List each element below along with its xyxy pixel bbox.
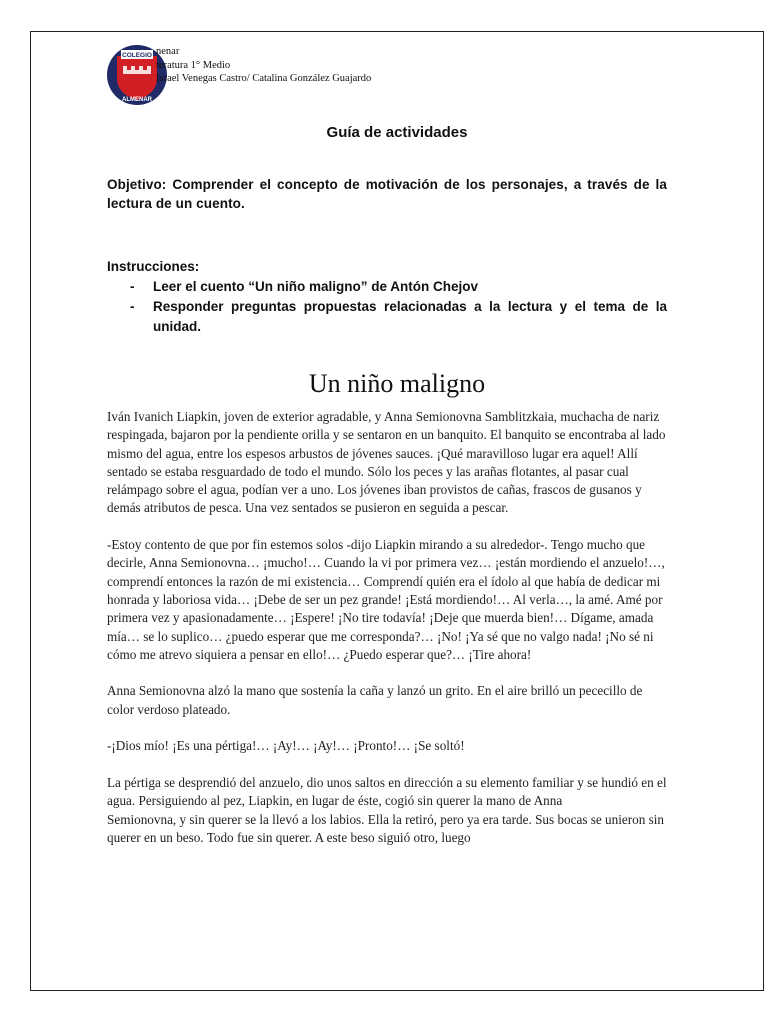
header-line: nenar [156,46,180,57]
story-paragraph: -Estoy contento de que por fin estemos solos -dijo Liapkin mirando a su alrededor-. Tengo mucho que decirle, Anna Semionovna… ¡mucho!… Cuando la vi por primera vez… ¡están mordiendo el anzuelo!…, comprendí entonces la razón de mi existencia… Comprendí quién era el ídolo al que había de dedicar mi honrada y laboriosa vida… ¡Debe de ser un pez grande! ¡Está mordiendo!… Al verla…, la amé. Amé por primera vez y apasionadamente… ¡Espere! ¡No tire todavía! ¡Deje que muerda bien!… Dígame, amada mía… se lo suplico… ¿puedo esperar que me corresponda?… ¡No! ¡Ya sé que no valgo nada! ¡No sé ni cómo me atrevo siquiera a pensar en ello!… ¿Puedo esperar que?… ¡Tire ahora! [107,537,665,662]
header-line: Israel Venegas Castro/ Catalina González Guajardo [156,73,372,84]
header-line: teratura 1° Medio [156,59,231,71]
list-dash: - [130,299,135,314]
story-title: Un niño maligno [308,369,486,398]
instruction-text: Leer el cuento “Un niño maligno” de Antón Chejov [153,279,479,294]
logo-bottom-text: ALMENAR [122,97,152,103]
story-paragraph: La pértiga se desprendió del anzuelo, dio unos saltos en dirección a su elemento familiar y se hundió en el agua. Persiguiendo al pez, Liapkin, en lugar de éste, cogió sin querer la mano de Anna Semionovna, y sin querer se la llevó a los labios. Ella la retiró, pero ya era tarde. Sus bocas se unieron sin querer en un beso. Todo fue sin querer. A este beso siguió otro, luego [107,774,667,845]
logo-top-text: COLEGIO [122,52,152,59]
instructions-heading: Instrucciones: [107,259,200,274]
guide-title: Guía de actividades [326,124,468,141]
document-header [156,45,371,86]
story-body [107,408,667,865]
instruction-item [107,277,667,297]
story-paragraph: Iván Ivanich Liapkin, joven de exterior agradable, y Anna Semionovna Samblitzkaia, muchacha de nariz respingada, bajaron por la pendiente orilla y se sentaron en un banquito. El banquito se encontraba al lado mismo del agua, entre los espesos arbustos de jóvenes sauces. ¡Qué maravilloso lugar era aquel! Allí sentado se estaba resguardado de todo el mundo. Sólo los peces y las arañas flotantes, al pasar cual relámpago sobre el agua, podían ver a uno. Los jóvenes iban provistos de cañas, frascos de gusanos y demás atributos de pesca. Una vez sentados se pusieron en seguida a pescar. [107,409,666,516]
objective-text: Objetivo: Comprender el concepto de motivación de los personajes, a través de la lectura de un cuento. [107,177,667,211]
document-page [30,31,764,991]
story-paragraph: Anna Semionovna alzó la mano que sostenía la caña y lanzó un grito. En el aire brilló un pececillo de color verdoso plateado. [107,683,643,717]
instruction-text: Responder preguntas propuestas relacionadas a la lectura y el tema de la unidad. [153,299,667,334]
list-dash: - [130,279,135,294]
instructions-list [107,277,667,337]
instruction-item [107,297,667,337]
instructions-section [107,257,667,337]
story-paragraph: -¡Dios mío! ¡Es una pértiga!… ¡Ay!… ¡Ay!… ¡Pronto!… ¡Se soltó! [107,738,465,754]
